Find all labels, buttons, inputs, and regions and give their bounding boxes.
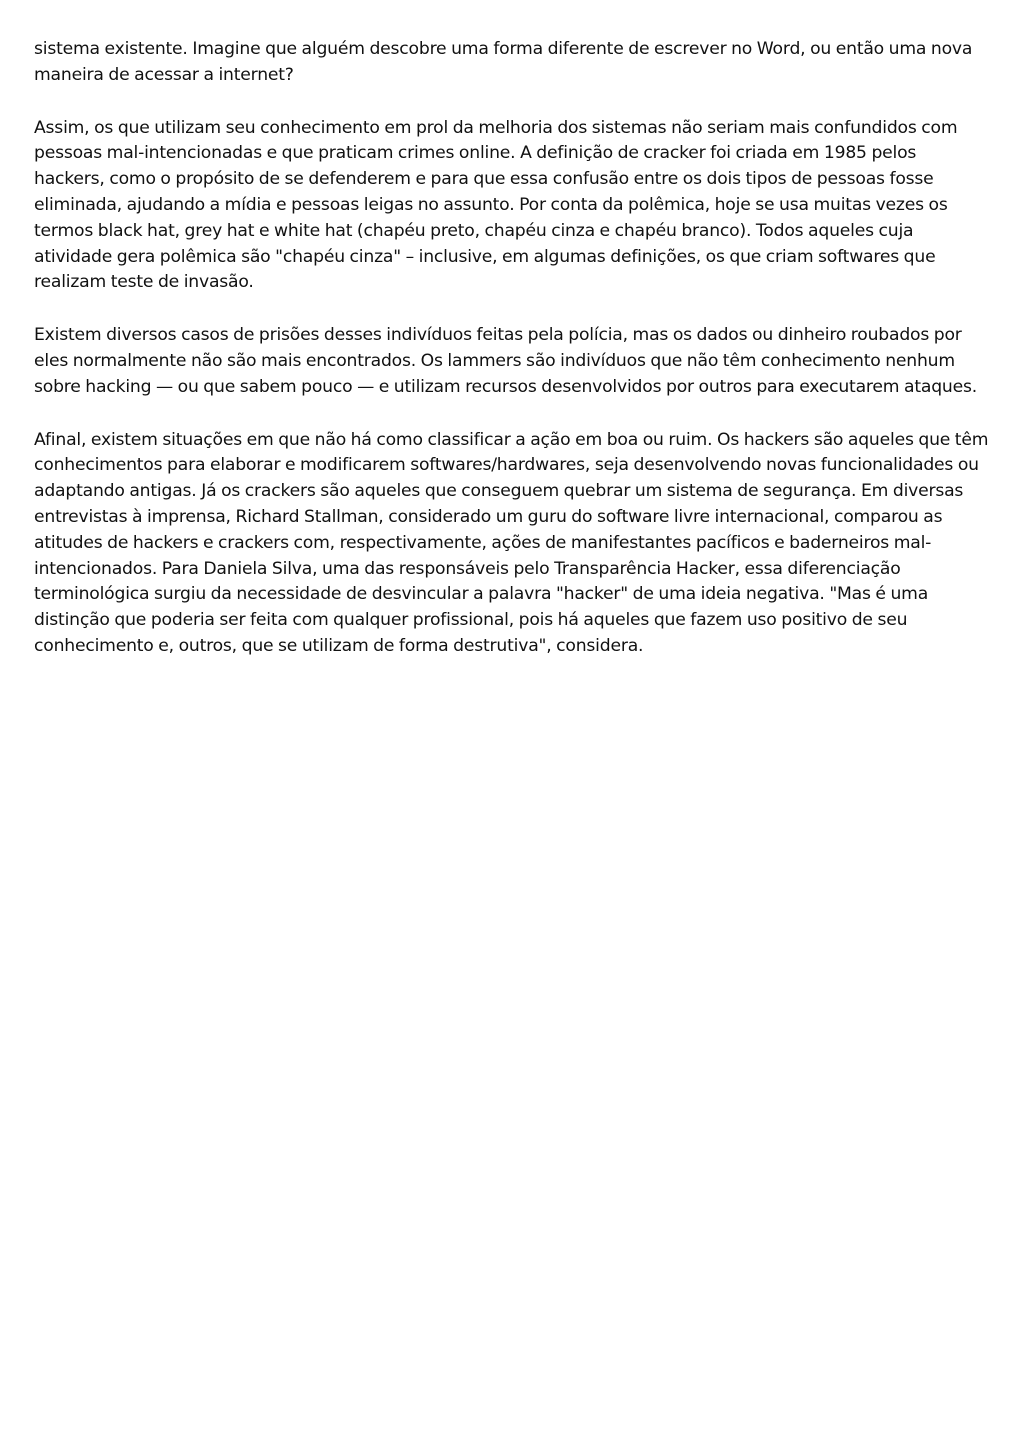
document-page <box>34 37 990 687</box>
paragraph-3: Existem diversos casos de prisões desses indivíduos feitas pela polícia, mas os dados ou dinheiro roubados por eles normalmente não são mais encontrados. Os lammers são indivíduos que não têm conhecimento nenhum sobre hacking — ou que sabem pouco — e utilizam recursos desenvolvidos por outros para executarem ataques. <box>34 325 977 397</box>
paragraph-1: sistema existente. Imagine que alguém descobre uma forma diferente de escrever no Word, ou então uma nova maneira de acessar a internet? <box>34 39 973 85</box>
paragraph-4: Afinal, existem situações em que não há como classificar a ação em boa ou ruim. Os hackers são aqueles que têm conhecimentos para elaborar e modificarem softwares/hardwares, seja desenvolvendo novas funcionalidades ou adaptando antigas. Já os crackers são aqueles que conseguem quebrar um sistema de segurança. Em diversas entrevistas à imprensa, Richard Stallman, considerado um guru do software livre internacional, comparou as atitudes de hackers e crackers com, respectivamente, ações de manifestantes pacíficos e baderneiros mal-intencionados. Para Daniela Silva, uma das responsáveis pelo Transparência Hacker, essa diferenciação terminológica surgiu da necessidade de desvincular a palavra "hacker" de uma ideia negativa. "Mas é uma distinção que poderia ser feita com qualquer profissional, pois há aqueles que fazem uso positivo de seu conhecimento e, outros, que se utilizam de forma destrutiva", considera. <box>34 429 989 656</box>
paragraph-2: Assim, os que utilizam seu conhecimento em prol da melhoria dos sistemas não seriam mais confundidos com pessoas mal-intencionadas e que praticam crimes online. A definição de cracker foi criada em 1985 pelos hackers, como o propósito de se defenderem e para que essa confusão entre os dois tipos de pessoas fosse eliminada, ajudando a mídia e pessoas leigas no assunto. Por conta da polêmica, hoje se usa muitas vezes os termos black hat, grey hat e white hat (chapéu preto, chapéu cinza e chapéu branco). Todos aqueles cuja atividade gera polêmica são "chapéu cinza" – inclusive, em algumas definições, os que criam softwares que realizam teste de invasão. <box>34 117 958 293</box>
